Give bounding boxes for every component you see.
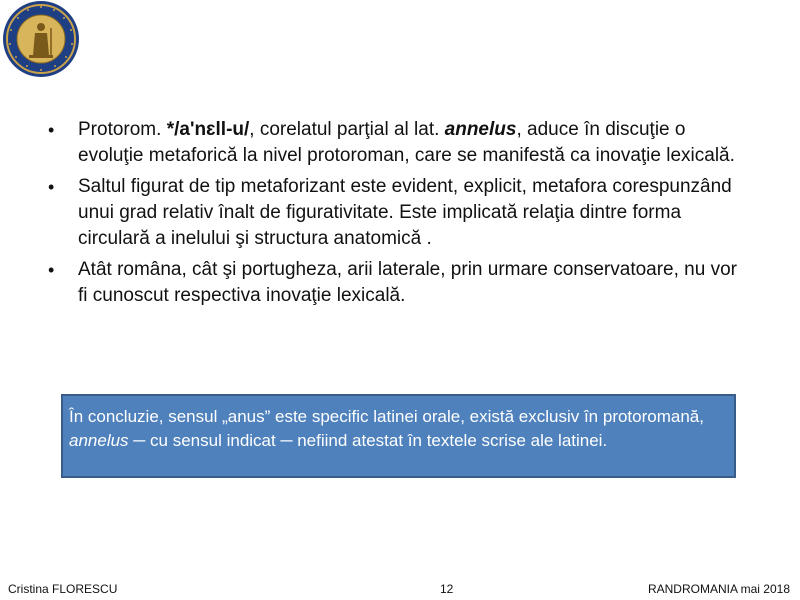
conclusion-box: În concluzie, sensul „anus” este specific latinei orale, există exclusiv în protoromană, annelus ─ cu sensul indicat ─ nefiind atestat în textele scrise ale latinei. — [61, 394, 736, 478]
bullet-item: • Protorom. */a'nɛll-u/, corelatul parţial al lat. annelus, aduce în discuţie o evoluţie metaforică la nivel protoroman, care se manifestă ca inovaţie lexicală. — [48, 119, 735, 166]
bullet-item: • Saltul figurat de tip metaforizant este evident, explicit, metafora corespunzând unui grad relativ înalt de figurativitate. Este implicată relaţia dintre forma circulară a inelului şi structura anatomică . — [48, 176, 732, 249]
footer-author: Cristina FLORESCU — [8, 582, 118, 596]
bullet-marker: • — [48, 120, 55, 140]
academy-seal-icon — [2, 0, 80, 78]
conclusion-term: annelus — [69, 431, 129, 450]
bullet-list — [48, 117, 748, 314]
bullet-item: • Atât româna, cât şi portugheza, arii laterale, prin urmare conservatoare, nu vor fi cunoscut respectiva inovaţie lexicală. — [48, 259, 737, 306]
protoroman-form: */a'nɛll-u/ — [166, 119, 250, 140]
bullet-marker: • — [48, 260, 55, 280]
latin-term: annelus — [444, 119, 517, 140]
bullet-marker: • — [48, 177, 55, 197]
footer-page-number: 12 — [440, 582, 454, 596]
footer-event: RANDROMANIA mai 2018 — [647, 582, 790, 596]
